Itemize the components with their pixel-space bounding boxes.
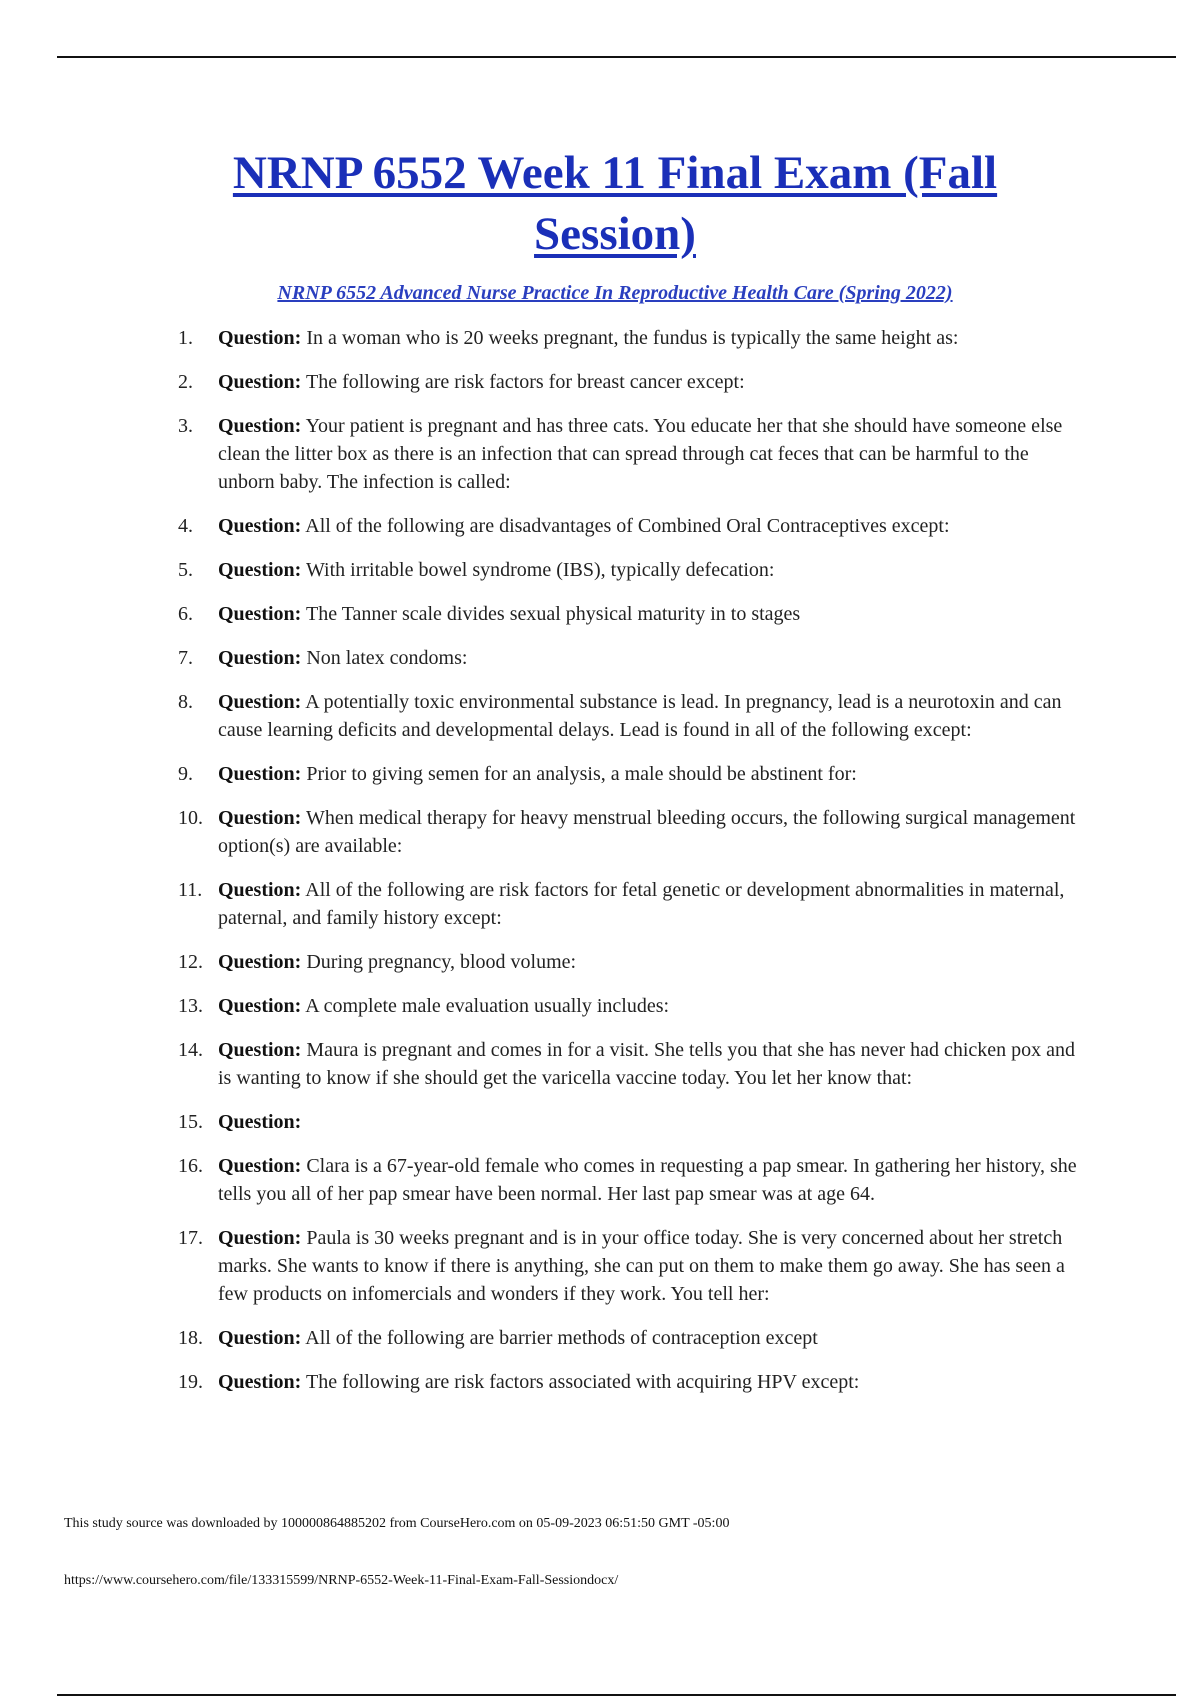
question-label: Question: <box>218 371 302 393</box>
question-number: 18. <box>178 1327 203 1349</box>
question-text: Your patient is pregnant and has three cats. You educate her that she should have someone else clean the litter box as there is an infection that can spread through cat feces that can be harmful to the unborn baby. The infection is called: <box>218 415 1063 493</box>
question-text: All of the following are risk factors for fetal genetic or development abnormalities in maternal, paternal, and family history except: <box>218 879 1065 929</box>
question-text: All of the following are disadvantages of Combined Oral Contraceptives except: <box>305 515 950 537</box>
question-text: A potentially toxic environmental substance is lead. In pregnancy, lead is a neurotoxin and can cause learning deficits and developmental delays. Lead is found in all of the following except: <box>218 691 1062 741</box>
question-number: 15. <box>178 1111 203 1133</box>
question-text: Non latex condoms: <box>306 647 468 669</box>
bottom-rule <box>57 1694 1176 1696</box>
question-number: 8. <box>178 691 193 713</box>
question-item <box>178 1224 1088 1308</box>
question-text: The following are risk factors associated with acquiring HPV except: <box>305 1371 860 1393</box>
question-text: Paula is 30 weeks pregnant and is in your office today. She is very concerned about her stretch marks. She wants to know if there is anything, she can put on them to make them go away. She has seen a few products on infomercials and wonders if they work. You tell her: <box>218 1227 1065 1305</box>
question-number: 4. <box>178 515 193 537</box>
question-text: During pregnancy, blood volume: <box>306 951 577 973</box>
question-text: With irritable bowel syndrome (IBS), typically defecation: <box>305 559 775 581</box>
question-label: Question: <box>218 951 302 973</box>
question-label: Question: <box>218 327 302 349</box>
question-number: 7. <box>178 647 193 669</box>
question-item <box>178 412 1088 496</box>
question-item <box>178 1324 1088 1352</box>
question-item <box>178 760 1088 788</box>
question-item <box>178 1368 1088 1396</box>
question-text: A complete male evaluation usually includes: <box>305 995 670 1017</box>
question-number: 6. <box>178 603 193 625</box>
question-number: 11. <box>178 879 203 901</box>
question-label: Question: <box>218 691 302 713</box>
question-text: Prior to giving semen for an analysis, a male should be abstinent for: <box>306 763 857 785</box>
question-item <box>178 1108 1088 1136</box>
question-number: 17. <box>178 1227 203 1249</box>
question-text: In a woman who is 20 weeks pregnant, the fundus is typically the same height as: <box>306 327 959 349</box>
question-label: Question: <box>218 879 302 901</box>
source-note: This study source was downloaded by 100000864885202 from CourseHero.com on 05-09-2023 06:51:50 GMT -05:00 <box>64 1516 730 1531</box>
question-label: Question: <box>218 1111 302 1133</box>
question-label: Question: <box>218 1039 302 1061</box>
question-text: Clara is a 67-year-old female who comes in requesting a pap smear. In gathering her history, she tells you all of her pap smear have been normal. Her last pap smear was at age 64. <box>218 1155 1077 1205</box>
question-number: 3. <box>178 415 193 437</box>
question-number: 1. <box>178 327 193 349</box>
question-item <box>178 1036 1088 1092</box>
question-item <box>178 512 1088 540</box>
question-label: Question: <box>218 515 302 537</box>
question-label: Question: <box>218 763 302 785</box>
question-item <box>178 992 1088 1020</box>
question-item <box>178 876 1088 932</box>
question-item <box>178 556 1088 584</box>
question-text: When medical therapy for heavy menstrual bleeding occurs, the following surgical management option(s) are available: <box>218 807 1076 857</box>
question-number: 16. <box>178 1155 203 1177</box>
top-rule <box>57 56 1176 58</box>
document-title[interactable]: NRNP 6552 Week 11 Final Exam (Fall Session) <box>232 147 998 260</box>
question-number: 13. <box>178 995 203 1017</box>
question-number: 12. <box>178 951 203 973</box>
question-number: 14. <box>178 1039 203 1061</box>
question-number: 9. <box>178 763 193 785</box>
question-number: 5. <box>178 559 193 581</box>
question-label: Question: <box>218 1227 302 1249</box>
question-text: The following are risk factors for breast cancer except: <box>305 371 745 393</box>
question-item <box>178 600 1088 628</box>
question-item <box>178 948 1088 976</box>
question-number: 2. <box>178 371 193 393</box>
question-item <box>178 1152 1088 1208</box>
question-text: Maura is pregnant and comes in for a visit. She tells you that she has never had chicken pox and is wanting to know if she should get the varicella vaccine today. You let her know that: <box>218 1039 1076 1089</box>
question-label: Question: <box>218 415 302 437</box>
question-label: Question: <box>218 1327 302 1349</box>
question-item <box>178 324 1088 352</box>
question-text: The Tanner scale divides sexual physical maturity in to stages <box>305 603 801 625</box>
question-item <box>178 804 1088 860</box>
question-label: Question: <box>218 1371 302 1393</box>
question-list <box>178 324 1088 1412</box>
source-url: https://www.coursehero.com/file/133315599/NRNP-6552-Week-11-Final-Exam-Fall-Sessiondocx/ <box>64 1573 619 1588</box>
question-number: 19. <box>178 1371 203 1393</box>
question-label: Question: <box>218 995 302 1017</box>
question-number: 10. <box>178 807 203 829</box>
question-item <box>178 688 1088 744</box>
question-label: Question: <box>218 603 302 625</box>
question-label: Question: <box>218 1155 302 1177</box>
question-label: Question: <box>218 807 302 829</box>
question-item <box>178 644 1088 672</box>
question-item <box>178 368 1088 396</box>
question-label: Question: <box>218 559 302 581</box>
document-subtitle[interactable]: NRNP 6552 Advanced Nurse Practice In Reproductive Health Care (Spring 2022) <box>277 282 953 304</box>
question-label: Question: <box>218 647 302 669</box>
question-text: All of the following are barrier methods of contraception except <box>305 1327 818 1349</box>
